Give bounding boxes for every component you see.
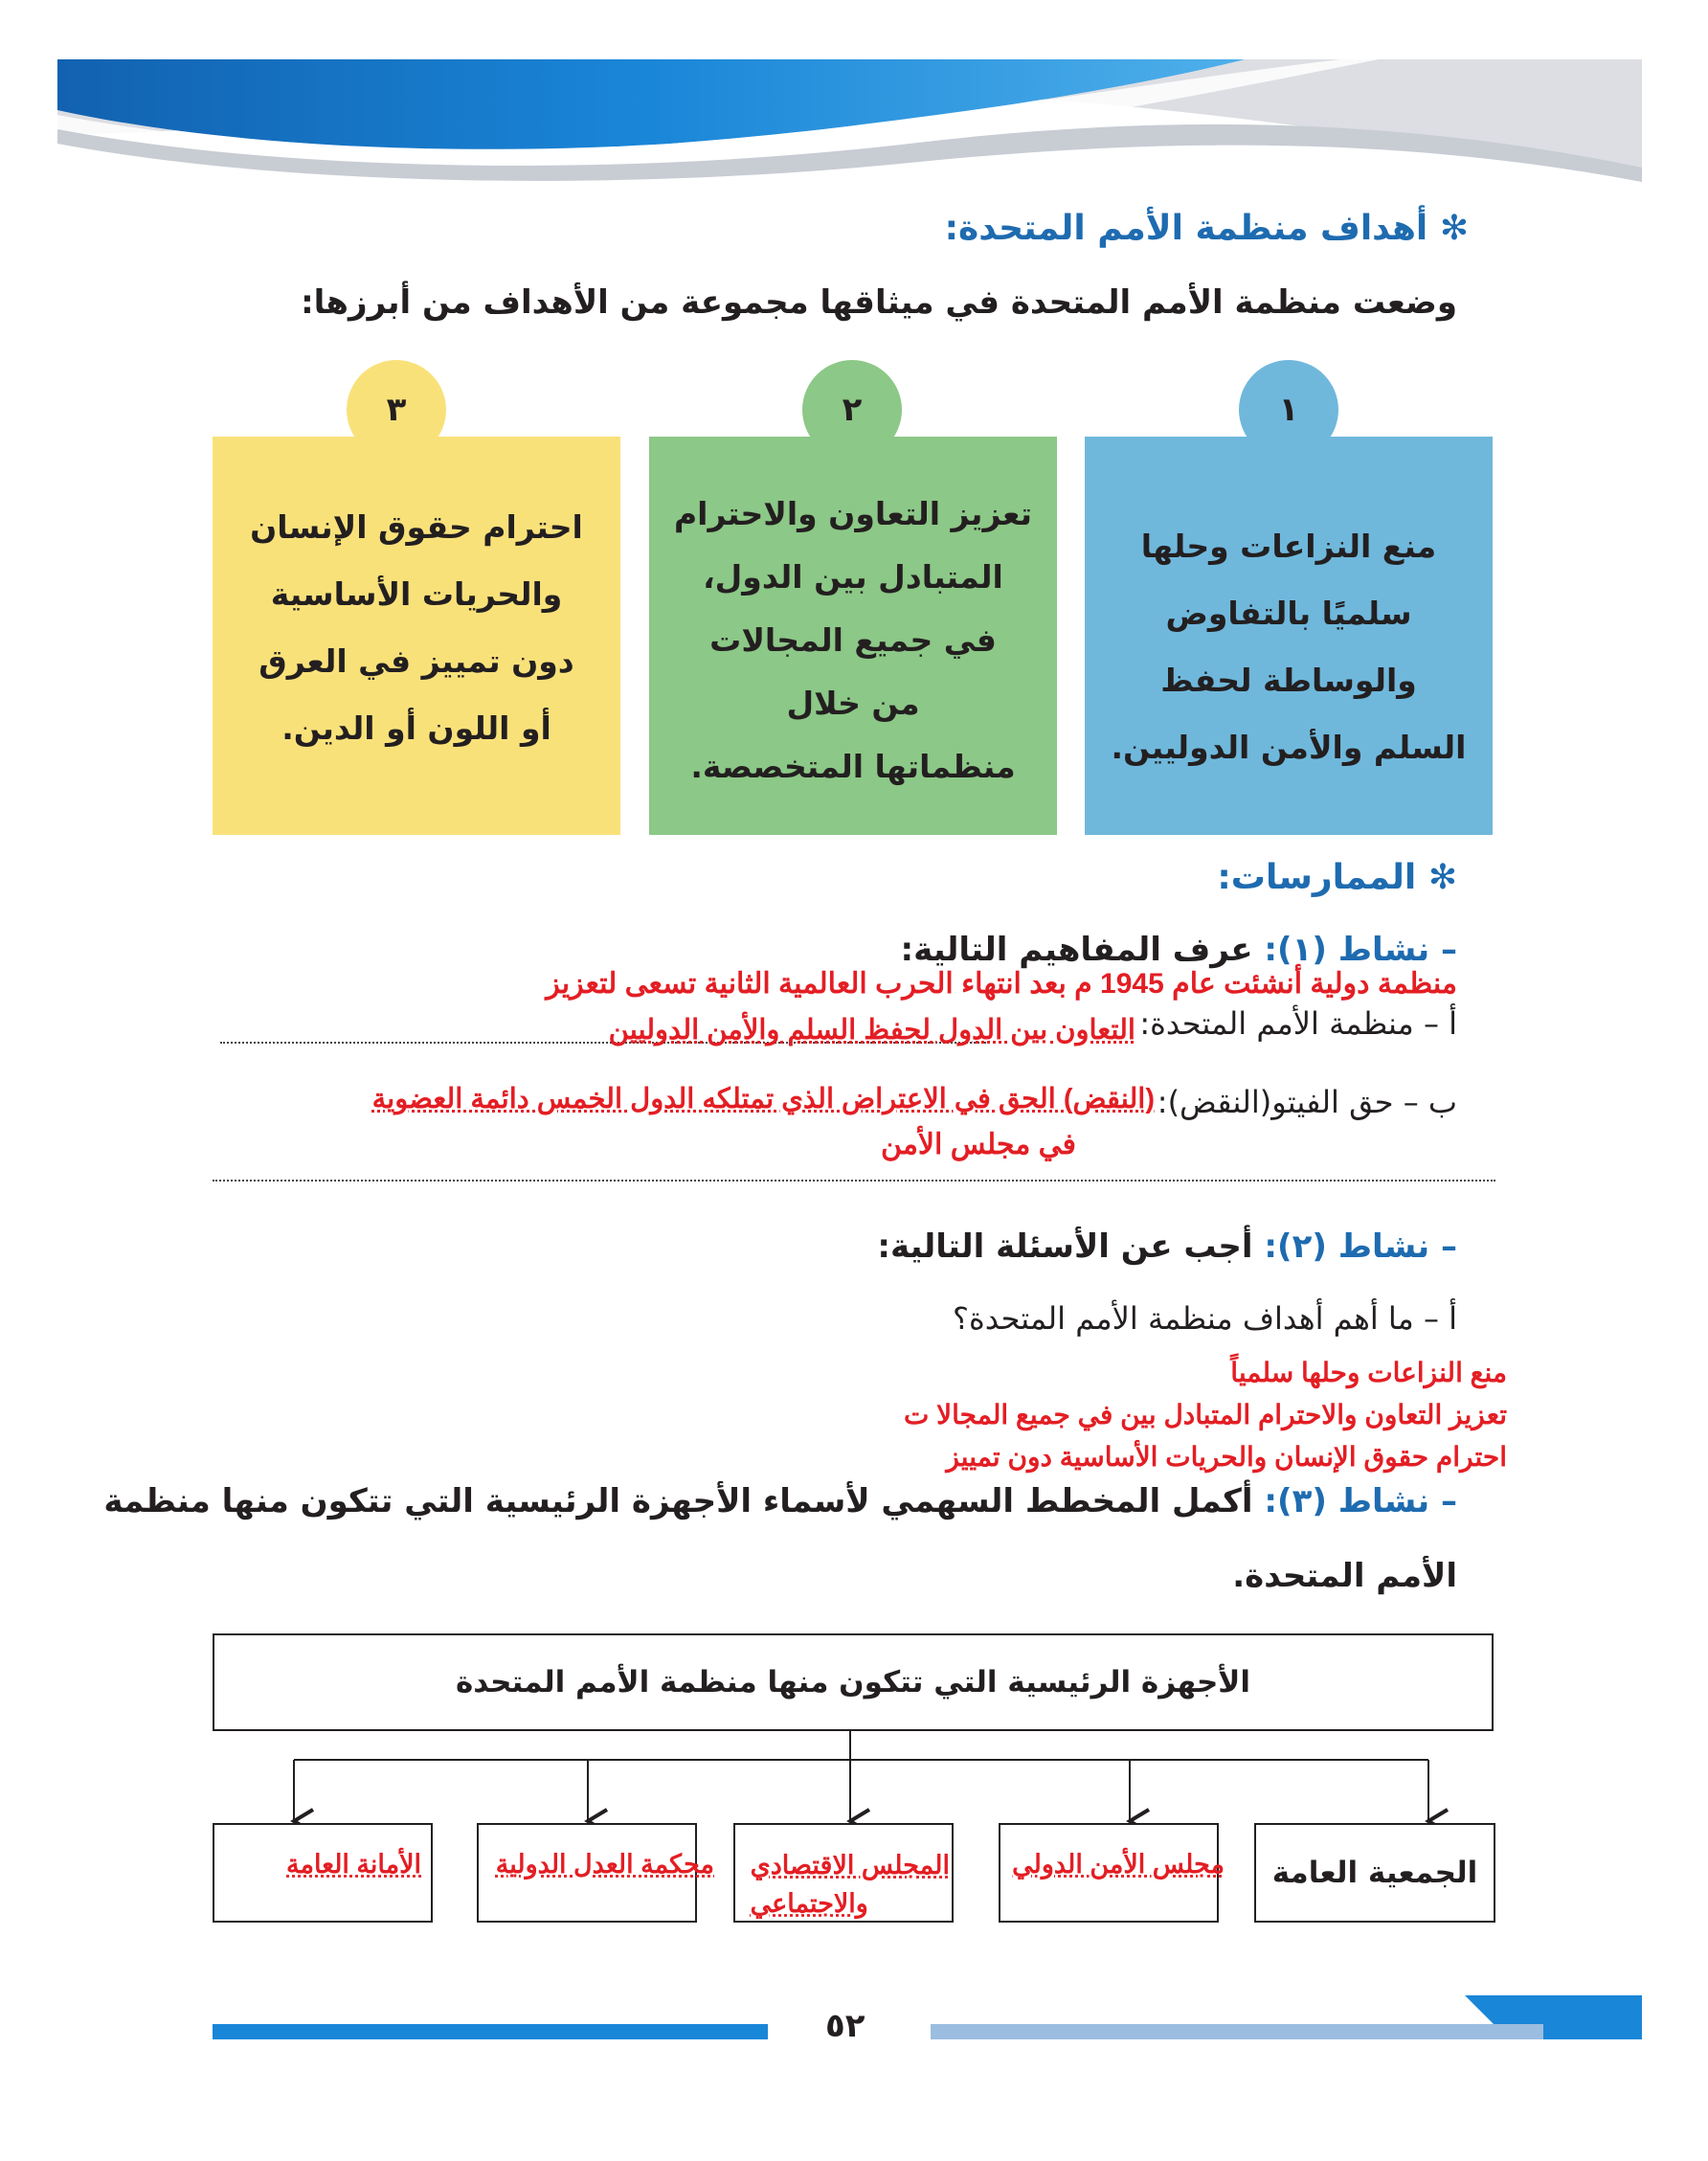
activity-1-label: نشاط (١): [1264,931,1430,969]
diagram-box-security-council [999,1823,1225,1923]
activity-2-heading [877,1227,1457,1266]
activity-2a-question: أ – ما أهم أهداف منظمة الأمم المتحدة؟ [953,1300,1457,1337]
goal-card-line: منظماتها المتخصصة. [690,748,1016,785]
activity-1-prompt: عرف المفاهيم التالية: [900,931,1253,969]
activity-dash: – [1441,931,1457,969]
goal-card-line: والوساطة لحفظ [1160,662,1417,699]
activity-3-prompt-line2: الأمم المتحدة. [1232,1557,1457,1595]
goal-card-line: أو اللون أو الدين. [281,709,551,747]
goal-card-line: من خلال [786,685,920,722]
activity-2a-answers [904,1352,1507,1478]
diagram-box-label: الجمعية العامة [1271,1856,1478,1890]
goal-card-line: والحريات الأساسية [270,575,563,613]
goal-badge-2: ٢ [802,360,902,460]
activity-dash: – [1441,1482,1457,1520]
goal-badge-3: ٣ [347,360,446,460]
goals-intro: وضعت منظمة الأمم المتحدة في ميثاقها مجموعة من الأهداف من أبرزها: [301,283,1457,322]
diagram-connectors [213,1729,1495,1825]
diagram-box-answer-line: والاجتماعي [750,1889,868,1918]
activity-2-prompt: أجب عن الأسئلة التالية: [877,1227,1253,1266]
diagram-box-answer: محكمة العدل الدولية [495,1850,714,1879]
answer-line: احترام حقوق الإنسان والحريات الأساسية دون تمييز [946,1442,1507,1472]
practices-heading [1217,858,1457,897]
star-icon: ✻ [1439,209,1469,248]
answer-line: منع النزاعات وحلها سلمياً [1230,1358,1507,1387]
diagram-box-secretariat [213,1823,433,1923]
goal-card-line: في جميع المجالات [709,621,997,659]
activity-1a-label: أ – منظمة الأمم المتحدة: [1139,1005,1457,1042]
goal-card-line: منع النزاعات وحلها [1140,528,1437,565]
activity-3-heading [103,1482,1457,1520]
goal-card-2 [649,437,1057,835]
activity-1b-answer-line2: في مجلس الأمن [881,1129,1076,1160]
page-number: ٥٢ [825,2007,865,2045]
goal-card-line: دون تمييز في العرق [258,642,574,680]
diagram-box-answer: الأمانة العامة [286,1850,421,1879]
goal-card-3 [213,437,620,835]
diagram-box-answer: مجلس الأمن الدولي [1012,1850,1225,1879]
goals-heading [945,209,1469,248]
goal-card-line: سلميًا بالتفاوض [1165,595,1412,632]
goals-heading-text: أهداف منظمة الأمم المتحدة: [944,209,1428,248]
goal-card-1 [1085,437,1493,835]
activity-1-heading [901,931,1457,969]
activity-3-prompt: أكمل المخطط السهمي لأسماء الأجهزة الرئيسية التي تتكون منها منظمة [103,1482,1253,1520]
practices-heading-text: الممارسات: [1217,858,1417,897]
answer-line: تعزيز التعاون والاحترام المتبادل بين في جميع المجالا ت [904,1400,1507,1429]
activity-1a-answer-line2: التعاون بين الدول لحفظ السلم والأمن الدوليين [608,1015,1135,1046]
activity-1b-label: ب – حق الفيتو(النقض): [1157,1084,1457,1120]
goal-card-line: احترام حقوق الإنسان [250,508,583,546]
activity-dash: – [1441,1227,1457,1266]
diagram-box-general-assembly [1254,1823,1495,1923]
goal-card-line: السلم والأمن الدوليين. [1111,729,1467,766]
star-icon: ✻ [1427,858,1457,897]
activity-2-label: نشاط (٢): [1264,1227,1430,1266]
goal-badge-1: ١ [1239,360,1338,460]
activity-1b-answer-line1: (النقض) الحق في الاعتراض الذي تمتلكه الدول الخمس دائمة العضوية [371,1084,1155,1114]
diagram-box-ecosoc [733,1823,954,1923]
diagram-box-answer [751,1846,950,1923]
header-wave-banner [0,0,1708,191]
diagram-box-icj [477,1823,714,1923]
diagram-box-answer-line: المجلس الاقتصادي [750,1851,950,1880]
activity-1a-answer-line1: منظمة دولية أنشئت عام 1945 م بعد انتهاء الحرب العالمية الثانية تسعى لتعزيز [546,968,1457,1000]
diagram-title-box [213,1633,1494,1731]
goal-card-line: تعزيز التعاون والاحترام [674,495,1032,532]
activity-3-label: نشاط (٣): [1264,1482,1430,1520]
diagram-title: الأجهزة الرئيسية التي تتكون منها منظمة الأمم المتحدة [455,1665,1251,1700]
goal-card-line: المتبادل بين الدول، [703,558,1003,596]
answer-dotted-line [213,1180,1495,1182]
